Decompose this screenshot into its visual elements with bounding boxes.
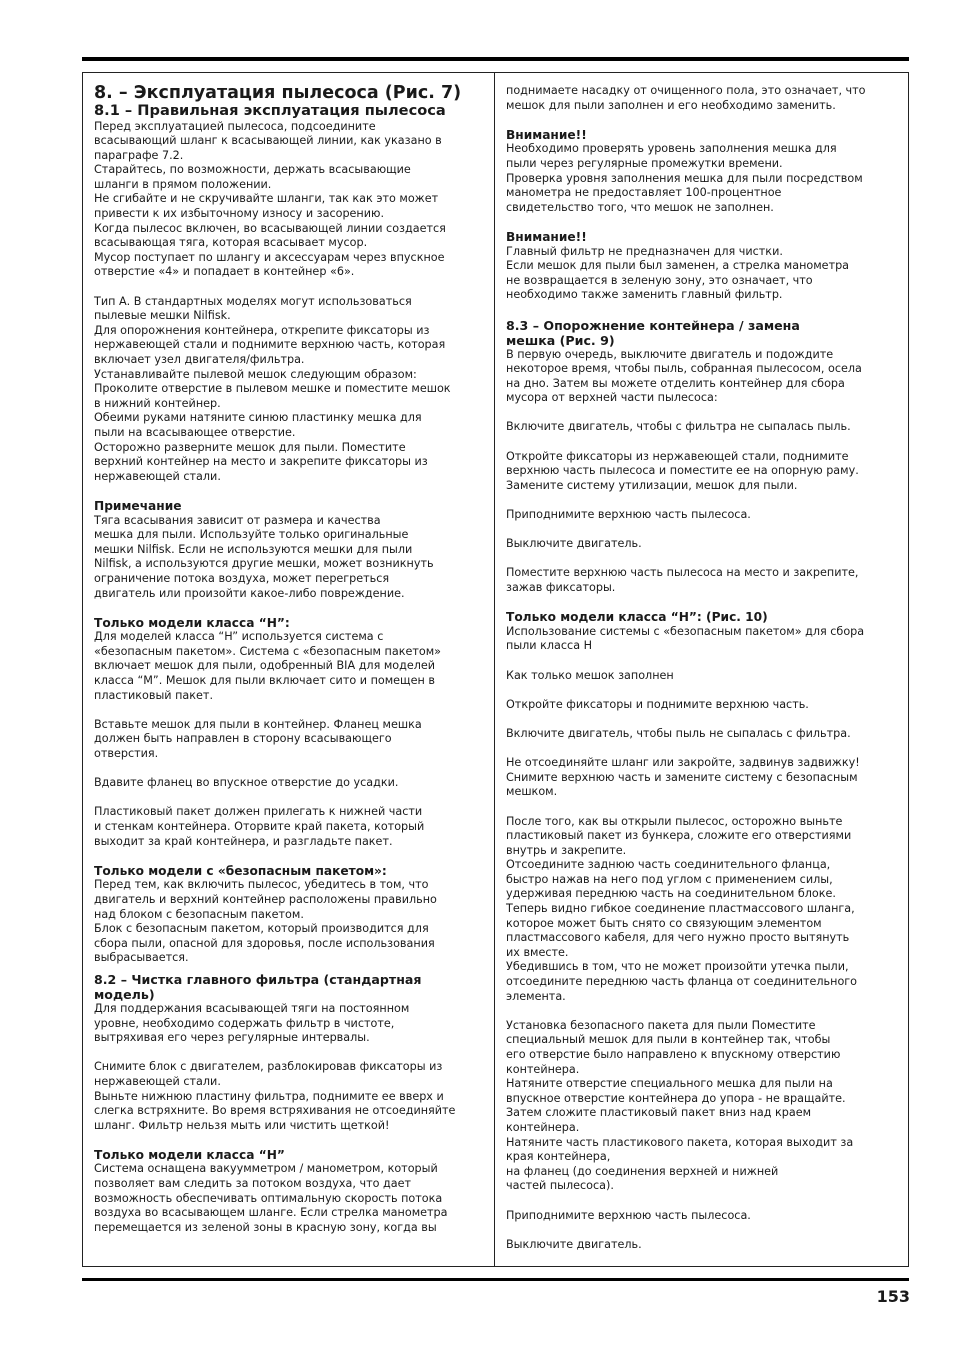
paragraph: Как только мешок заполнен [506, 668, 674, 682]
warning-heading: Внимание!! [506, 127, 587, 142]
paragraph: Откройте фиксаторы и поднимите верхнюю часть. [506, 697, 809, 711]
paragraph: Выключите двигатель. [506, 1237, 642, 1251]
paragraph: Включите двигатель, чтобы пыль не сыпалась с фильтра. [506, 726, 851, 740]
paragraph: Включите двигатель, чтобы с фильтра не сыпалась пыль. [506, 420, 851, 434]
paragraph: Снимите блок с двигателем, разблокировав фиксаторы из нержавеющей стали. Выньте нижнюю пластину фильтра, поднимите ее вверх и слегка встряхните. Во время встряхивания не отсоединяйте шланг. Фильтр нельзя мыть или чистить щеткой! [94, 1060, 456, 1132]
paragraph: Для поддержания всасывающей тяги на постоянном уровне, необходимо содержать фильтр в чистоте, вытряхивая его через регулярные интервалы. [94, 1001, 410, 1045]
bottom-rule [82, 1278, 909, 1281]
paragraph: Перед эксплуатацией пылесоса, подсоедините всасывающий шланг к всасывающей линии, как указано в параграфе 7.2. Старайтесь, по возможности, держать всасывающие шланги в прямом положении. Не сгибайте и не скручивайте шланги, так как это может привести к их избыточному износу и засорению. Когда пылесос включен, во всасывающей линии создается всасывающая тяга, которая всасывает мусор. Мусор поступает по шлангу и аксессуарам через впускное отверстие «4» и попадает в контейнер «6». [94, 119, 446, 279]
top-rule [82, 57, 909, 61]
paragraph: Тип А. В стандартных моделях могут использоваться пылевые мешки Nilfisk. Для опорожнения контейнера, открепите фиксаторы из нержавеющей стали и поднимите верхнюю часть, которая включает узел двигателя/фильтра. Устанавливайте пылевой мешок следующим образом: Проколите отверстие в пылевом мешке и поместите мешок в нижний контейнер. Обеими руками натяните синюю пластинку мешка для пыли на всасывающее отверстие. Осторожно разверните мешок для пыли. Поместите верхний контейнер на место и закрепите фиксаторы из нержавеющей стали. [94, 294, 451, 483]
paragraph: В первую очередь, выключите двигатель и подождите некоторое время, чтобы пыль, собранная пылесосом, осела на дно. Затем вы можете отделить контейнер для сбора мусора от верхней части пылесоса: [506, 347, 862, 405]
warning-heading-2: Внимание!! [506, 229, 587, 244]
safe-bag-heading: Только модели с «безопасным пакетом»: [94, 863, 387, 878]
paragraph: Перед тем, как включить пылесос, убедитесь в том, что двигатель и верхний контейнер расположены правильно над блоком с безопасным пакетом. Блок с безопасным пакетом, который производится для сбора пыли, опасной для здоровья, после использования выбрасывается. [94, 878, 437, 965]
subsection-8-1-title: 8.1 – Правильная эксплуатация пылесоса [94, 102, 446, 119]
paragraph: Откройте фиксаторы из нержавеющей стали, поднимите верхнюю часть пылесоса и поместите ее на опорную раму. Замените систему утилизации, мешок для пыли. [506, 449, 859, 492]
h-class-heading: Только модели класса “H”: [94, 615, 290, 630]
section-title: 8. – Эксплуатация пылесоса (Рис. 7) [94, 83, 462, 103]
paragraph: Приподнимите верхнюю часть пылесоса. [506, 508, 751, 522]
subsection-8-2-title: 8.2 – Чистка главного фильтра (стандартная модель) [94, 971, 422, 1002]
page-number: 153 [876, 1287, 910, 1306]
paragraph: Установка безопасного пакета для пыли Поместите специальный мешок для пыли в контейнер так, чтобы его отверстие было направлено к впускному отверстию контейнера. Натяните отверстие специального мешка для пыли на впускное отверстие контейнера до упора - не вращайте. Затем сложите пластиковый пакет вниз над краем контейнера. Натяните часть пластикового пакета, которая выходит за края контейнера, на фланец (до соединения верхней и нижней частей пылесоса). [506, 1018, 854, 1193]
h-class-heading-2: Только модели класса “H” [94, 1147, 285, 1162]
left-column [94, 80, 490, 1235]
paragraph: поднимаете насадку от очищенного пола, это означает, что мешок для пыли заполнен и его необходимо заменить. [506, 84, 866, 112]
paragraph: Вдавите фланец во впускное отверстие до усадки. [94, 776, 399, 790]
right-column [506, 84, 902, 1252]
paragraph: Пластиковый пакет должен прилегать к нижней части и стенкам контейнера. Оторвите край пакета, который выходит за край контейнера, и разгладьте пакет. [94, 805, 425, 848]
paragraph: После того, как вы открыли пылесос, осторожно выньте пластиковый пакет из бункера, сложите его отверстиями внутрь и закрепите. Отсоедините заднюю часть соединительного фланца, быстро нажав на него под углом с применением силы, удерживая переднюю часть на соединительном блоке. Теперь видно гибкое соединение пластмассового шланга, которое может быть снято со связующим элементом пластмассового кабеля, для чего нужно просто вытянуть их вместе. Убедившись в том, что не может произойти утечка пыли, отсоедините переднюю часть фланца от соединительного элемента. [506, 814, 858, 1003]
paragraph: Использование системы с «безопасным пакетом» для сбора пыли класса H [506, 624, 865, 653]
note-text: Тяга всасывания зависит от размера и качества мешка для пыли. Используйте только оригинальные мешки Nilfisk. Если не используются мешки для пыли Nilfisk, а используются другие мешки, может возникнуть ограничение потока воздуха, может перегреться двигатель или произойти какое-либо повреждение. [94, 513, 434, 600]
paragraph: Не отсоединяйте шланг или закройте, задвинув задвижку! Снимите верхнюю часть и замените систему с безопасным мешком. [506, 756, 860, 799]
paragraph: Приподнимите верхнюю часть пылесоса. [506, 1208, 751, 1222]
column-divider [494, 72, 495, 1267]
note-heading: Примечание [94, 498, 182, 513]
paragraph: Поместите верхнюю часть пылесоса на место и закрепите, зажав фиксаторы. [506, 566, 859, 594]
paragraph: Вставьте мешок для пыли в контейнер. Фланец мешка должен быть направлен в сторону всасывающего отверстия. [94, 717, 422, 761]
paragraph: Система оснащена вакуумметром / манометром, который позволяет вам следить за потоком воздуха, что дает возможность обеспечивать оптимальную скорость потока воздуха во всасывающем шланге. Если стрелка манометра перемещается из зеленой зоны в красную зону, когда вы [94, 1162, 448, 1234]
subsection-8-3-title: 8.3 – Опорожнение контейнера / замена мешка (Рис. 9) [506, 317, 800, 348]
warning-text-2: Главный фильтр не предназначен для чистки. Если мешок для пыли был заменен, а стрелка манометра не возвращается в зеленую зону, это означает, что необходимо также заменить главный фильтр. [506, 244, 850, 302]
paragraph: Выключите двигатель. [506, 537, 642, 551]
paragraph: Для моделей класса “H” используется система с «безопасным пакетом». Система с «безопасным пакетом» включает мешок для пыли, одобренный BIA для моделей класса “M”. Мешок для пыли включает сито и помещен в пластиковый пакет. [94, 630, 441, 702]
warning-text: Необходимо проверять уровень заполнения мешка для пыли через регулярные промежутки времени. Проверка уровня заполнения мешка для пыли посредством манометра не предоставляет 100-процентное свидетельство того, что мешок не заполнен. [506, 142, 863, 214]
h-class-fig10-heading: Только модели класса “H”: (Рис. 10) [506, 610, 768, 625]
